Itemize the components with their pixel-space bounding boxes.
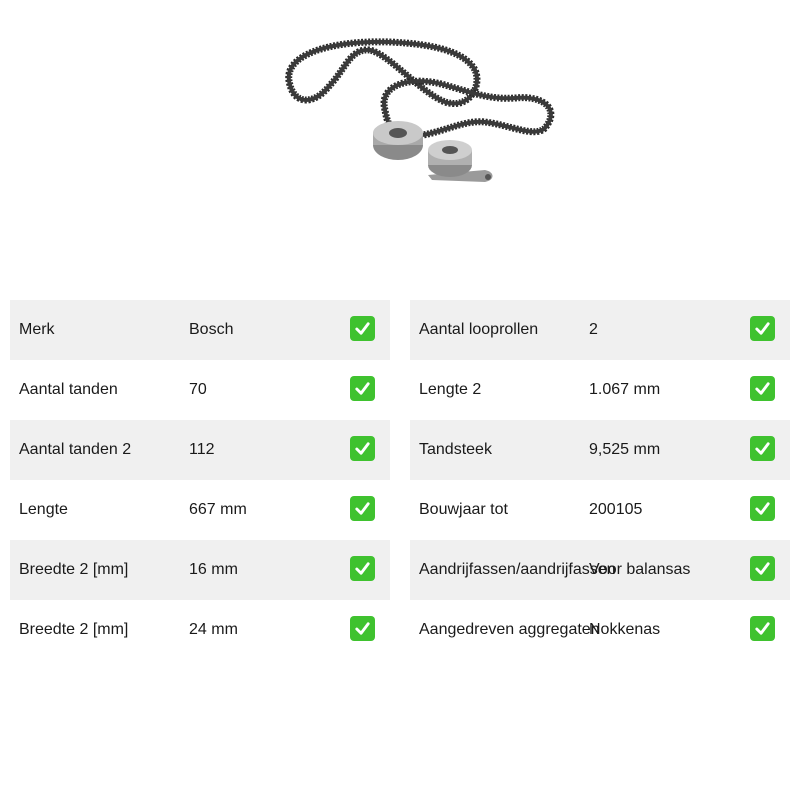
check-mark-icon	[750, 496, 775, 521]
spec-value: Nokkenas	[589, 621, 661, 638]
spec-label: Aantal looprollen	[419, 321, 539, 338]
spec-value: 16 mm	[189, 561, 238, 578]
spec-label: Aangedreven aggregaten	[419, 621, 600, 638]
spec-value: 2	[589, 321, 598, 338]
spec-row	[10, 360, 390, 420]
spec-row	[10, 420, 390, 480]
spec-row	[410, 480, 790, 540]
spec-value: 24 mm	[189, 621, 238, 638]
check-mark-icon	[350, 376, 375, 401]
spec-label: Bouwjaar tot	[419, 501, 508, 518]
spec-label: Aantal tanden	[19, 381, 118, 398]
spec-row	[410, 540, 790, 600]
spec-label: Aandrijfassen/aandrijfassen	[419, 561, 616, 578]
specs-table-right	[410, 300, 790, 660]
check-mark-icon	[750, 376, 775, 401]
spec-row	[410, 360, 790, 420]
check-mark-icon	[750, 436, 775, 461]
specs-table-left	[10, 300, 390, 660]
spec-value: Bosch	[189, 321, 234, 338]
check-mark-icon	[750, 556, 775, 581]
spec-row	[410, 420, 790, 480]
spec-value: 667 mm	[189, 501, 247, 518]
timing-belt-kit-image	[270, 30, 570, 190]
spec-label: Tandsteek	[419, 441, 492, 458]
spec-value: 9,525 mm	[589, 441, 661, 458]
product-image	[270, 30, 570, 190]
spec-row	[10, 540, 390, 600]
spec-value: Voor balansas	[589, 561, 691, 578]
check-mark-icon	[350, 556, 375, 581]
spec-label: Lengte 2	[419, 381, 482, 398]
spec-label: Breedte 2 [mm]	[19, 561, 129, 578]
spec-label: Breedte 2 [mm]	[19, 621, 129, 638]
spec-label: Merk	[19, 321, 55, 338]
check-mark-icon	[350, 496, 375, 521]
spec-value: 200105	[589, 501, 643, 518]
spec-row	[10, 480, 390, 540]
check-mark-icon	[750, 316, 775, 341]
spec-value: 1.067 mm	[589, 381, 661, 398]
spec-value: 112	[189, 441, 215, 458]
spec-value: 70	[189, 381, 207, 398]
spec-label: Aantal tanden 2	[19, 441, 132, 458]
check-mark-icon	[350, 436, 375, 461]
spec-row	[410, 600, 790, 660]
check-mark-icon	[350, 616, 375, 641]
spec-label: Lengte	[19, 501, 68, 518]
spec-row	[410, 300, 790, 360]
check-mark-icon	[350, 316, 375, 341]
spec-row	[10, 600, 390, 660]
spec-row	[10, 300, 390, 360]
check-mark-icon	[750, 616, 775, 641]
